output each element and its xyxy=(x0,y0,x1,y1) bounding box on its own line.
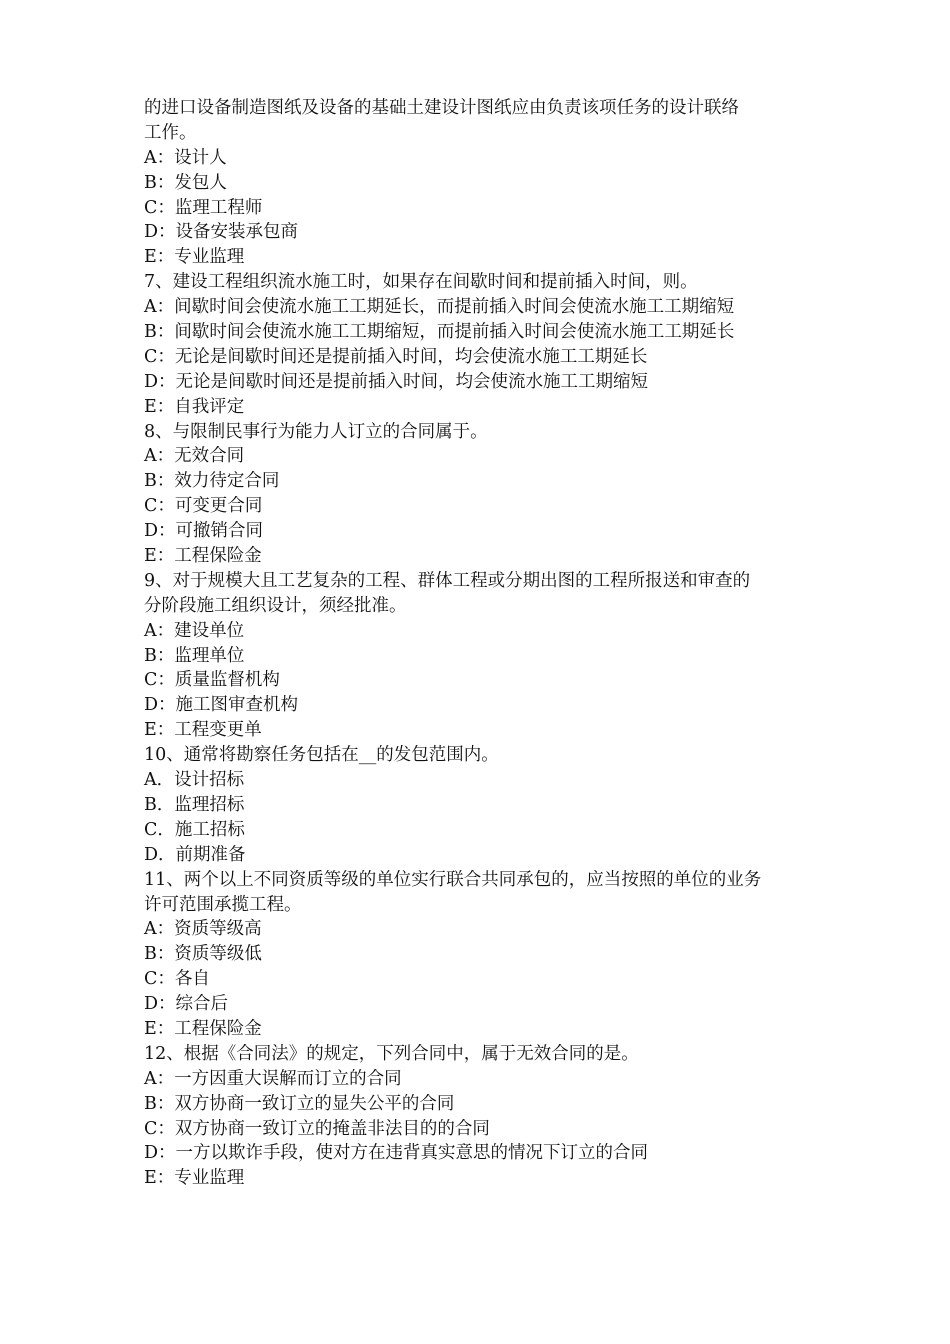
answer-option: C：可变更合同 xyxy=(144,496,263,517)
question-text-line: 的进口设备制造图纸及设备的基础土建设计图纸应由负责该项任务的设计联络 xyxy=(144,98,739,118)
answer-option: B：双方协商一致订立的显失公平的合同 xyxy=(144,1093,455,1114)
answer-option: B：发包人 xyxy=(144,172,227,193)
question-10: 10、通常将勘察任务包括在__的发包范围内。 xyxy=(144,745,499,766)
answer-option: C：质量监督机构 xyxy=(144,670,280,691)
answer-option: A：设计人 xyxy=(144,147,227,168)
question-text-line: 分阶段施工组织设计，须经批准。 xyxy=(144,595,407,616)
answer-option: D：综合后 xyxy=(144,994,229,1015)
answer-option: E：工程保险金 xyxy=(144,546,262,567)
answer-option: E：工程变更单 xyxy=(144,720,262,741)
question-text-line: 许可范围承揽工程。 xyxy=(144,894,302,915)
answer-option: B：间歇时间会使流水施工工期缩短，而提前插入时间会使流水施工工期延长 xyxy=(144,322,735,343)
answer-option: B：监理单位 xyxy=(144,645,245,666)
answer-option: D：可撤销合同 xyxy=(144,521,264,542)
answer-option: E：自我评定 xyxy=(144,396,245,417)
answer-option: E：工程保险金 xyxy=(144,1018,262,1039)
answer-option: B：效力待定合同 xyxy=(144,471,280,492)
answer-option: C．施工招标 xyxy=(144,819,245,840)
document-body xyxy=(144,96,814,1191)
answer-option: D：一方以欺诈手段，使对方在违背真实意思的情况下订立的合同 xyxy=(144,1143,649,1164)
answer-option: B：资质等级低 xyxy=(144,944,262,965)
answer-option: D：施工图审查机构 xyxy=(144,695,299,716)
answer-option: B．监理招标 xyxy=(144,794,245,815)
answer-option: D：设备安装承包商 xyxy=(144,222,299,243)
answer-option: A：间歇时间会使流水施工工期延长，而提前插入时间会使流水施工工期缩短 xyxy=(144,297,735,318)
question-7: 7、建设工程组织流水施工时，如果存在间歇时间和提前插入时间，则。 xyxy=(144,272,698,293)
answer-option: A．设计招标 xyxy=(144,770,245,791)
question-12: 12、根据《合同法》的规定，下列合同中，属于无效合同的是。 xyxy=(144,1043,639,1064)
answer-option: E：专业监理 xyxy=(144,247,245,268)
answer-option: C：无论是间歇时间还是提前插入时间，均会使流水施工工期延长 xyxy=(144,346,648,367)
question-11: 11、两个以上不同资质等级的单位实行联合共同承包的，应当按照的单位的业务 xyxy=(144,869,762,890)
answer-option: A：建设单位 xyxy=(144,620,245,641)
answer-option: E：专业监理 xyxy=(144,1168,245,1189)
answer-option: C：各自 xyxy=(144,969,210,990)
answer-option: D．前期准备 xyxy=(144,844,246,865)
answer-option: D：无论是间歇时间还是提前插入时间，均会使流水施工工期缩短 xyxy=(144,371,649,392)
answer-option: C：监理工程师 xyxy=(144,197,263,218)
answer-option: C：双方协商一致订立的掩盖非法目的的合同 xyxy=(144,1118,490,1139)
question-8: 8、与限制民事行为能力人订立的合同属于。 xyxy=(144,421,488,442)
question-9: 9、对于规模大且工艺复杂的工程、群体工程或分期出图的工程所报送和审查的 xyxy=(144,570,751,591)
answer-option: A：资质等级高 xyxy=(144,919,262,940)
question-text-line: 工作。 xyxy=(144,122,197,143)
answer-option: A：一方因重大误解而订立的合同 xyxy=(144,1068,402,1089)
answer-option: A：无效合同 xyxy=(144,446,245,467)
